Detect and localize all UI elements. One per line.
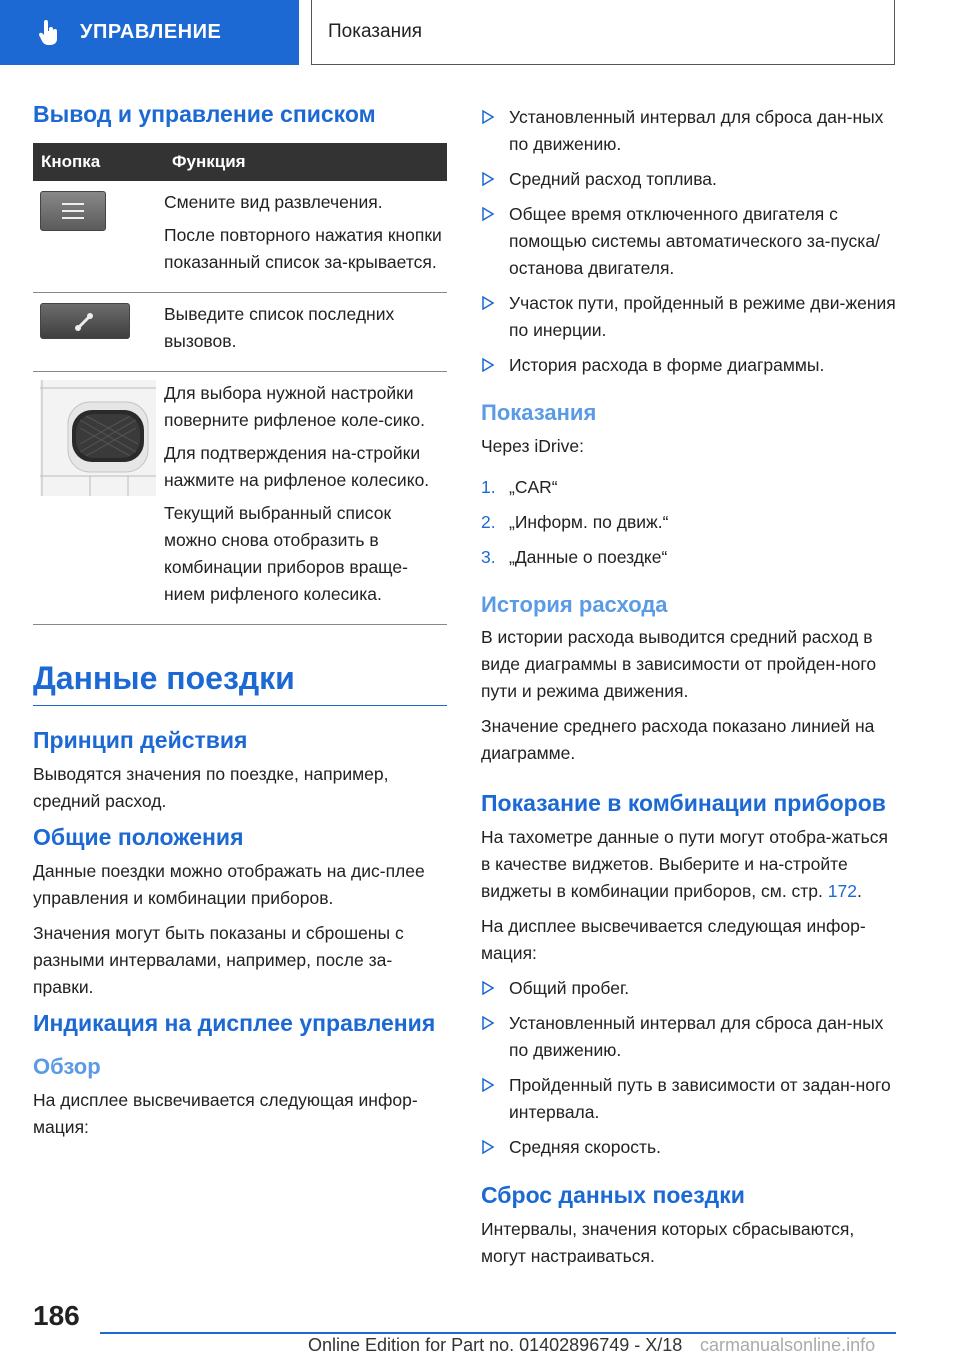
display-heading: Индикация на дисплее управления <box>33 1009 436 1036</box>
overview-heading: Обзор <box>33 1054 101 1080</box>
reset-text: Интервалы, значения которых сбрасываются, могут настраиваться. <box>481 1218 855 1266</box>
list-item: Участок пути, пройденный в режиме дви-жения по инерции. <box>481 290 896 344</box>
cluster-heading: Показание в комбинации приборов <box>481 790 886 816</box>
table-row <box>33 371 447 624</box>
steps-list <box>481 474 896 571</box>
list-item: 2. „Информ. по движ.“ <box>481 511 669 532</box>
list-item: Пройденный путь в зависимости от задан-ного интервала. <box>481 1072 896 1126</box>
table-header-function: Функция <box>164 143 447 181</box>
controls-table <box>33 143 447 625</box>
list-item: Средний расход топлива. <box>481 166 896 193</box>
list-item: Установленный интервал для сброса дан-ных по движению. <box>481 1010 896 1064</box>
chapter-title-box <box>311 0 895 65</box>
triangle-bullet-icon <box>481 172 495 186</box>
general-text-1: Данные поездки можно отображать на дис-плее управления и комбинации приборов. <box>33 860 425 908</box>
function-text: Текущий выбранный список можно снова отобразить в комбинации приборов враще-нием рифленого колесика. <box>164 502 408 604</box>
table-row <box>33 292 447 371</box>
footer-divider <box>100 1332 896 1334</box>
left-column <box>33 100 447 1149</box>
triangle-bullet-icon <box>481 981 495 995</box>
history-text-2: Значение среднего расхода показано линией на диаграмме. <box>481 716 875 763</box>
triangle-bullet-icon <box>481 110 495 124</box>
table-row <box>33 181 447 293</box>
cluster-text-1: На тахометре данные о пути могут отобра-жаться в качестве виджетов. Выберите и на-стройте виджеты в комбинации приборов, см. стр. 172. <box>481 826 888 901</box>
list-control-heading: Вывод и управление списком <box>33 101 376 127</box>
list-item: Установленный интервал для сброса дан-ных по движению. <box>481 104 896 158</box>
list-item: История расхода в форме диаграммы. <box>481 352 896 379</box>
list-view-icon <box>58 201 88 221</box>
edition-text: Online Edition for Part no. 01402896749 - X/18 <box>308 1335 683 1355</box>
history-text-1: В истории расхода выводится средний расход в виде диаграммы в зависимости от пройден-ного пути и режима движения. <box>481 627 877 701</box>
list-view-button-image <box>40 191 106 231</box>
section-tab[interactable] <box>0 0 299 65</box>
triangle-bullet-icon <box>481 358 495 372</box>
principle-text: Выводятся значения по поездке, например, средний расход. <box>33 763 389 811</box>
page-number: 186 <box>33 1300 80 1331</box>
function-text: Смените вид развлечения. <box>164 191 383 212</box>
function-text: После повторного нажатия кнопки показанный список за-крывается. <box>164 224 442 272</box>
watermark: carmanualsonline.info <box>700 1335 876 1355</box>
list-item: Средняя скорость. <box>481 1134 896 1161</box>
history-heading: История расхода <box>481 591 668 617</box>
list-item: Общий пробег. <box>481 975 896 1002</box>
readings-heading: Показания <box>481 400 597 425</box>
triangle-bullet-icon <box>481 207 495 221</box>
controller-knob-icon <box>40 380 156 496</box>
info-list-bottom <box>481 975 896 1161</box>
general-text-2: Значения могут быть показаны и сброшены с разными интервалами, например, после за-правки. <box>33 922 404 997</box>
chapter-label: Показания <box>328 21 422 42</box>
list-item: Общее время отключенного двигателя с помощью системы автоматического за-пуска/останова двигателя. <box>481 201 896 282</box>
reset-heading: Сброс данных поездки <box>481 1181 745 1208</box>
list-item: 1. „CAR“ <box>481 476 558 497</box>
triangle-bullet-icon <box>481 296 495 310</box>
function-text: Выведите список последних вызовов. <box>164 303 395 351</box>
via-idrive-text: Через iDrive: <box>481 435 584 456</box>
triangle-bullet-icon <box>481 1140 495 1154</box>
overview-text: На дисплее высвечивается следующая инфор-мация: <box>33 1089 418 1137</box>
function-text: Для выбора нужной настройки поверните рифленое коле-сико. <box>164 382 426 430</box>
right-column <box>481 104 896 1278</box>
trip-data-heading: Данные поездки <box>33 659 447 706</box>
info-list-top <box>481 104 896 379</box>
triangle-bullet-icon <box>481 1078 495 1092</box>
hand-pointer-icon <box>38 20 62 46</box>
triangle-bullet-icon <box>481 1016 495 1030</box>
section-label: УПРАВЛЕНИЕ <box>80 21 222 43</box>
cluster-text-2: На дисплее высвечивается следующая инфор-мация: <box>481 915 866 963</box>
phone-button-image <box>40 303 130 339</box>
phone-icon <box>74 310 96 332</box>
list-item: 3. „Данные о поездке“ <box>481 546 668 567</box>
controller-knob-image <box>40 380 156 496</box>
table-header-button: Кнопка <box>33 143 164 181</box>
principle-heading: Принцип действия <box>33 727 248 754</box>
page-link[interactable]: 172 <box>827 880 857 901</box>
function-text: Для подтверждения на-стройки нажмите на рифленое колесико. <box>164 442 430 490</box>
general-heading: Общие положения <box>33 823 244 850</box>
